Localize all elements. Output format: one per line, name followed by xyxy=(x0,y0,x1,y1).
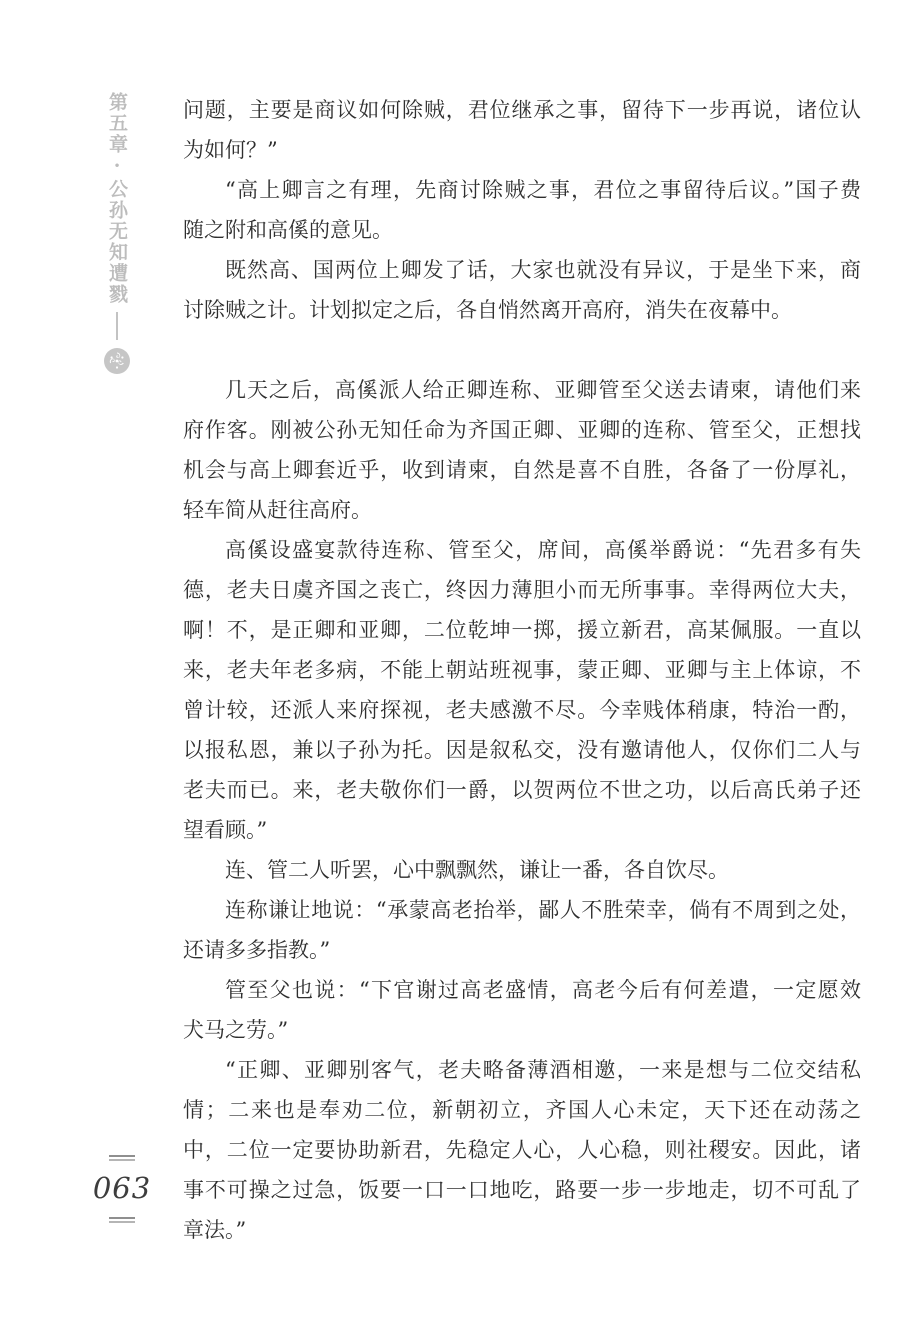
paragraph xyxy=(183,530,861,850)
text-line: 管至父也说：“下官谢过高老盛情，高老今后有何差遣，一定愿效 xyxy=(225,978,861,1002)
page-number-block xyxy=(94,1155,150,1223)
page-number: 063 xyxy=(92,1171,152,1205)
paragraph xyxy=(183,170,861,250)
text-line: 犬马之劳。” xyxy=(183,1018,289,1042)
paragraph xyxy=(183,850,861,890)
text-line: 老夫而已。来，老夫敬你们一爵，以贺两位不世之功，以后高氏弟子还 xyxy=(183,778,861,802)
text-line: 问题，主要是商议如何除贼，君位继承之事，留待下一步再说，诸位认 xyxy=(183,98,861,122)
paragraph xyxy=(183,90,861,170)
text-line: 章法。” xyxy=(183,1218,247,1242)
swirl-seal-icon xyxy=(103,347,131,375)
chapter-title: 第五章·公孙无知遭戮 xyxy=(106,92,128,305)
text-line: 既然高、国两位上卿发了话，大家也就没有异议，于是坐下来，商 xyxy=(225,258,861,282)
text-line: 德，老夫日虞齐国之丧亡，终因力薄胆小而无所事事。幸得两位大夫， xyxy=(183,578,861,602)
text-line: 为如何？” xyxy=(183,138,278,162)
text-line: 高傒设盛宴款待连称、管至父，席间，高傒举爵说：“先君多有失 xyxy=(225,538,861,562)
double-rule-bottom xyxy=(109,1217,135,1223)
text-line: 以报私恩，兼以子孙为托。因是叙私交，没有邀请他人，仅你们二人与 xyxy=(183,738,861,762)
text-line: 中，二位一定要协助新君，先稳定人心，人心稳，则社稷安。因此，诸 xyxy=(183,1138,861,1162)
double-rule-top xyxy=(109,1155,135,1161)
text-line: 讨除贼之计。计划拟定之后，各自悄然离开高府，消失在夜幕中。 xyxy=(183,298,792,322)
paragraph xyxy=(183,890,861,970)
text-line: 还请多多指教。” xyxy=(183,938,331,962)
text-line: 曾计较，还派人来府探视，老夫感激不尽。今幸贱体稍康，特治一酌， xyxy=(183,698,861,722)
paragraph xyxy=(183,370,861,530)
text-line: 几天之后，高傒派人给正卿连称、亚卿管至父送去请柬，请他们来 xyxy=(225,378,861,402)
text-line: 机会与高上卿套近乎，收到请柬，自然是喜不自胜，各备了一份厚礼， xyxy=(183,458,861,482)
text-line: 事不可操之过急，饭要一口一口地吃，路要一步一步地走，切不可乱了 xyxy=(183,1178,861,1202)
paragraph xyxy=(183,1050,861,1250)
text-line: 轻车简从赶往高府。 xyxy=(183,498,372,522)
text-line: “高上卿言之有理，先商讨除贼之事，君位之事留待后议。”国子费 xyxy=(225,178,861,202)
text-line: 来，老夫年老多病，不能上朝站班视事，蒙正卿、亚卿与主上体谅，不 xyxy=(183,658,861,682)
text-line: “正卿、亚卿别客气，老夫略备薄酒相邀，一来是想与二位交结私 xyxy=(225,1058,861,1082)
paragraph xyxy=(183,970,861,1050)
text-line: 府作客。刚被公孙无知任命为齐国正卿、亚卿的连称、管至父，正想找 xyxy=(183,418,861,442)
text-line: 随之附和高傒的意见。 xyxy=(183,218,393,242)
text-line: 连、管二人听罢，心中飘飘然，谦让一番，各自饮尽。 xyxy=(225,858,729,882)
text-column xyxy=(183,90,861,1250)
title-dash xyxy=(116,312,118,340)
text-line: 望看顾。” xyxy=(183,818,268,842)
paragraph xyxy=(183,250,861,330)
chapter-sidebar xyxy=(102,92,132,375)
text-line: 连称谦让地说：“承蒙高老抬举，鄙人不胜荣幸，倘有不周到之处， xyxy=(225,898,861,922)
text-line: 情；二来也是奉劝二位，新朝初立，齐国人心未定，天下还在动荡之 xyxy=(183,1098,861,1122)
text-line: 啊！不，是正卿和亚卿，二位乾坤一掷，援立新君，高某佩服。一直以 xyxy=(183,618,861,642)
